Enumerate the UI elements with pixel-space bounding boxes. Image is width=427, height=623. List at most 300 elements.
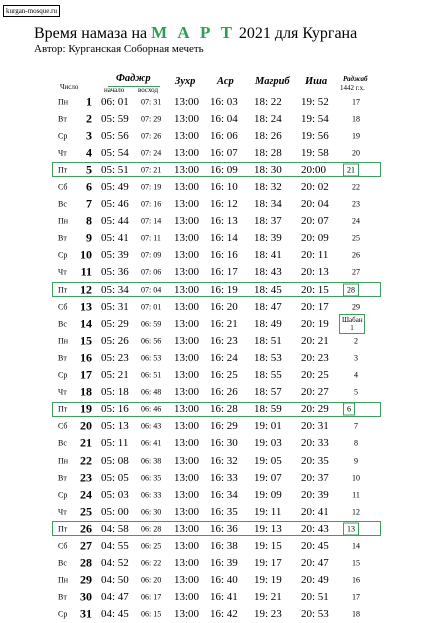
asr-cell: 16: 10 <box>210 181 238 194</box>
table-row <box>0 537 427 554</box>
day-cell: 12 <box>80 282 92 297</box>
day-cell: 6 <box>86 179 92 194</box>
asr-cell: 16: 25 <box>210 369 238 382</box>
isha-cell: 20: 47 <box>301 557 329 570</box>
table-row <box>0 298 427 315</box>
fajr-cell: 05: 34 <box>101 283 129 296</box>
maghrib-cell: 18: 55 <box>254 369 282 382</box>
fajr-cell: 05: 05 <box>101 471 129 484</box>
day-cell: 28 <box>80 555 92 570</box>
day-cell: 23 <box>80 470 92 485</box>
hijri-day-cell: 20 <box>352 148 360 158</box>
weekday-cell: Ср <box>58 250 68 260</box>
fajr-cell: 05: 21 <box>101 369 129 382</box>
day-cell: 1 <box>86 94 92 109</box>
weekday-cell: Ср <box>58 131 68 141</box>
maghrib-cell: 18: 53 <box>254 351 282 364</box>
hijri-day-cell: 16 <box>352 575 360 585</box>
header-sunrise: восход <box>138 86 159 94</box>
table-row <box>0 555 427 572</box>
maghrib-cell: 18: 45 <box>254 283 282 296</box>
maghrib-cell: 19: 15 <box>254 539 282 552</box>
asr-cell: 16: 28 <box>210 403 238 416</box>
weekday-cell: Сб <box>58 541 68 551</box>
day-cell: 11 <box>80 264 92 279</box>
sunrise-cell: 06: 51 <box>141 370 162 380</box>
weekday-cell: Пн <box>58 575 69 585</box>
table-row <box>0 281 427 298</box>
hijri-day-cell: 23 <box>352 199 360 209</box>
asr-cell: 16: 26 <box>210 386 238 399</box>
weekday-cell: Ср <box>58 490 68 500</box>
asr-cell: 16: 09 <box>210 163 238 176</box>
table-row <box>0 213 427 230</box>
title-month: М А Р Т <box>151 23 235 42</box>
isha-cell: 20: 33 <box>301 437 329 450</box>
sunrise-cell: 06: 38 <box>141 456 162 466</box>
weekday-cell: Вт <box>58 353 67 363</box>
zuhr-cell: 13:00 <box>174 539 200 552</box>
asr-cell: 16: 38 <box>210 539 238 552</box>
fajr-cell: 05: 29 <box>101 317 129 330</box>
zuhr-cell: 13:00 <box>174 454 200 467</box>
hijri-day-cell: 22 <box>352 182 360 192</box>
fajr-cell: 04: 58 <box>101 522 129 535</box>
asr-cell: 16: 19 <box>210 283 238 296</box>
weekday-cell: Ср <box>58 370 68 380</box>
table-row <box>0 144 427 161</box>
zuhr-cell: 13:00 <box>174 420 200 433</box>
fajr-cell: 05: 00 <box>101 505 129 518</box>
weekday-cell: Ср <box>58 609 68 619</box>
isha-cell: 20: 17 <box>301 300 329 313</box>
asr-cell: 16: 39 <box>210 557 238 570</box>
asr-cell: 16: 36 <box>210 522 238 535</box>
maghrib-cell: 18: 47 <box>254 300 282 313</box>
sunrise-cell: 06: 41 <box>141 438 162 448</box>
isha-cell: 19: 52 <box>301 95 329 108</box>
fajr-cell: 04: 45 <box>101 608 129 621</box>
zuhr-cell: 13:00 <box>174 386 200 399</box>
day-cell: 25 <box>80 504 92 519</box>
weekday-cell: Пт <box>58 524 68 534</box>
zuhr-cell: 13:00 <box>174 591 200 604</box>
isha-cell: 20: 25 <box>301 369 329 382</box>
maghrib-cell: 18: 26 <box>254 129 282 142</box>
table-row <box>0 110 427 127</box>
day-cell: 8 <box>86 213 92 228</box>
schedule-table <box>0 93 427 623</box>
asr-cell: 16: 20 <box>210 300 238 313</box>
fajr-cell: 05: 23 <box>101 351 129 364</box>
table-row <box>0 161 427 178</box>
asr-cell: 16: 40 <box>210 574 238 587</box>
isha-cell: 20: 37 <box>301 471 329 484</box>
maghrib-cell: 19: 13 <box>254 522 282 535</box>
day-cell: 21 <box>80 435 92 450</box>
table-row <box>0 589 427 606</box>
fajr-cell: 05: 26 <box>101 334 129 347</box>
weekday-cell: Вс <box>58 199 67 209</box>
table-row <box>0 435 427 452</box>
fajr-cell: 05: 46 <box>101 198 129 211</box>
fajr-cell: 05: 54 <box>101 146 129 159</box>
zuhr-cell: 13:00 <box>174 608 200 621</box>
sunrise-cell: 07: 09 <box>141 250 162 260</box>
fajr-cell: 05: 59 <box>101 112 129 125</box>
asr-cell: 16: 24 <box>210 351 238 364</box>
fajr-cell: 05: 31 <box>101 300 129 313</box>
isha-cell: 20: 31 <box>301 420 329 433</box>
sunrise-cell: 07: 26 <box>141 131 162 141</box>
sunrise-cell: 06: 28 <box>141 524 162 534</box>
zuhr-cell: 13:00 <box>174 266 200 279</box>
weekday-cell: Пт <box>58 404 68 414</box>
day-cell: 14 <box>80 316 92 331</box>
table-row <box>0 384 427 401</box>
sunrise-cell: 06: 48 <box>141 387 162 397</box>
day-cell: 3 <box>86 128 92 143</box>
isha-cell: 19: 54 <box>301 112 329 125</box>
zuhr-cell: 13:00 <box>174 232 200 245</box>
weekday-cell: Вс <box>58 319 67 329</box>
zuhr-cell: 13:00 <box>174 369 200 382</box>
zuhr-cell: 13:00 <box>174 215 200 228</box>
asr-cell: 16: 42 <box>210 608 238 621</box>
sunrise-cell: 07: 24 <box>141 148 162 158</box>
sunrise-cell: 06: 53 <box>141 353 162 363</box>
sunrise-cell: 07: 06 <box>141 267 162 277</box>
hijri-day-cell: 29 <box>352 302 360 312</box>
weekday-cell: Пн <box>58 336 69 346</box>
sunrise-cell: 06: 25 <box>141 541 162 551</box>
isha-cell: 20: 02 <box>301 181 329 194</box>
maghrib-cell: 18: 32 <box>254 181 282 194</box>
asr-cell: 16: 16 <box>210 249 238 262</box>
page-title <box>34 24 357 43</box>
sunrise-cell: 07: 31 <box>141 97 162 107</box>
fajr-cell: 05: 49 <box>101 181 129 194</box>
sunrise-cell: 07: 04 <box>141 285 162 295</box>
asr-cell: 16: 21 <box>210 317 238 330</box>
weekday-cell: Вт <box>58 592 67 602</box>
day-cell: 17 <box>80 367 92 382</box>
hijri-day-cell: 8 <box>354 438 358 448</box>
day-cell: 19 <box>80 401 92 416</box>
hijri-day-cell: 6 <box>343 403 355 416</box>
table-row <box>0 452 427 469</box>
maghrib-cell: 19: 05 <box>254 454 282 467</box>
isha-cell: 20: 27 <box>301 386 329 399</box>
sunrise-cell: 06: 22 <box>141 558 162 568</box>
day-cell: 15 <box>80 333 92 348</box>
asr-cell: 16: 35 <box>210 505 238 518</box>
asr-cell: 16: 17 <box>210 266 238 279</box>
fajr-cell: 05: 18 <box>101 386 129 399</box>
isha-cell: 20: 45 <box>301 539 329 552</box>
header-maghrib: Магриб <box>255 76 290 87</box>
site-url: kurgan-mosque.ru <box>3 5 60 17</box>
table-row <box>0 315 427 332</box>
day-cell: 24 <box>80 487 92 502</box>
fajr-cell: 05: 03 <box>101 488 129 501</box>
zuhr-cell: 13:00 <box>174 129 200 142</box>
day-cell: 10 <box>80 247 92 262</box>
weekday-cell: Сб <box>58 421 68 431</box>
day-cell: 5 <box>86 162 92 177</box>
header-zuhr: Зухр <box>175 76 196 87</box>
isha-cell: 20: 07 <box>301 215 329 228</box>
isha-cell: 20: 29 <box>301 403 329 416</box>
zuhr-cell: 13:00 <box>174 334 200 347</box>
weekday-cell: Вс <box>58 438 67 448</box>
weekday-cell: Пн <box>58 97 69 107</box>
hijri-day-cell: 4 <box>354 370 358 380</box>
maghrib-cell: 18: 28 <box>254 146 282 159</box>
hijri-day-cell: 5 <box>354 387 358 397</box>
isha-cell: 20:00 <box>301 163 327 176</box>
title-prefix: Время намаза на <box>34 25 152 42</box>
header-date: Число <box>60 83 79 91</box>
asr-cell: 16: 32 <box>210 454 238 467</box>
asr-cell: 16: 07 <box>210 146 238 159</box>
zuhr-cell: 13:00 <box>174 181 200 194</box>
hijri-day-cell: 18 <box>352 114 360 124</box>
maghrib-cell: 19: 11 <box>254 505 282 518</box>
zuhr-cell: 13:00 <box>174 112 200 125</box>
asr-cell: 16: 33 <box>210 471 238 484</box>
fajr-cell: 04: 55 <box>101 539 129 552</box>
fajr-cell: 04: 52 <box>101 557 129 570</box>
day-cell: 22 <box>80 453 92 468</box>
isha-cell: 20: 23 <box>301 351 329 364</box>
table-row <box>0 264 427 281</box>
weekday-cell: Вс <box>58 558 67 568</box>
day-cell: 2 <box>86 111 92 126</box>
sunrise-cell: 06: 46 <box>141 404 162 414</box>
zuhr-cell: 13:00 <box>174 146 200 159</box>
table-row <box>0 349 427 366</box>
day-cell: 30 <box>80 589 92 604</box>
zuhr-cell: 13:00 <box>174 95 200 108</box>
sunrise-cell: 06: 59 <box>141 319 162 329</box>
hijri-day-cell: 15 <box>352 558 360 568</box>
asr-cell: 16: 30 <box>210 437 238 450</box>
isha-cell: 20: 21 <box>301 334 329 347</box>
hijri-day-cell: 19 <box>352 131 360 141</box>
fajr-cell: 04: 50 <box>101 574 129 587</box>
day-cell: 29 <box>80 572 92 587</box>
isha-cell: 20: 09 <box>301 232 329 245</box>
table-row <box>0 127 427 144</box>
hijri-day-cell: Шабан 1 <box>339 314 365 334</box>
zuhr-cell: 13:00 <box>174 557 200 570</box>
hijri-day-cell: 14 <box>352 541 360 551</box>
header-isha: Иша <box>305 76 328 87</box>
zuhr-cell: 13:00 <box>174 198 200 211</box>
maghrib-cell: 19: 09 <box>254 488 282 501</box>
fajr-cell: 05: 13 <box>101 420 129 433</box>
table-row <box>0 332 427 349</box>
isha-cell: 20: 15 <box>301 283 329 296</box>
asr-cell: 16: 06 <box>210 129 238 142</box>
table-row <box>0 572 427 589</box>
zuhr-cell: 13:00 <box>174 522 200 535</box>
day-cell: 18 <box>80 384 92 399</box>
hijri-day-cell: 17 <box>352 97 360 107</box>
isha-cell: 20: 39 <box>301 488 329 501</box>
hijri-day-cell: 25 <box>352 233 360 243</box>
table-row <box>0 178 427 195</box>
day-cell: 16 <box>80 350 92 365</box>
maghrib-cell: 18: 39 <box>254 232 282 245</box>
zuhr-cell: 13:00 <box>174 488 200 501</box>
maghrib-cell: 19: 07 <box>254 471 282 484</box>
isha-cell: 19: 58 <box>301 146 329 159</box>
weekday-cell: Сб <box>58 302 68 312</box>
maghrib-cell: 18: 49 <box>254 317 282 330</box>
isha-cell: 20: 41 <box>301 505 329 518</box>
header-hijri-year: 1442 г.х. <box>340 84 365 92</box>
fajr-cell: 05: 08 <box>101 454 129 467</box>
zuhr-cell: 13:00 <box>174 283 200 296</box>
asr-cell: 16: 23 <box>210 334 238 347</box>
sunrise-cell: 06: 30 <box>141 507 162 517</box>
hijri-day-cell: 7 <box>354 421 358 431</box>
weekday-cell: Пт <box>58 165 68 175</box>
hijri-day-cell: 26 <box>352 250 360 260</box>
table-row <box>0 401 427 418</box>
isha-cell: 20: 49 <box>301 574 329 587</box>
maghrib-cell: 18: 51 <box>254 334 282 347</box>
sunrise-cell: 07: 14 <box>141 216 162 226</box>
fajr-cell: 05: 36 <box>101 266 129 279</box>
sunrise-cell: 06: 17 <box>141 592 162 602</box>
zuhr-cell: 13:00 <box>174 437 200 450</box>
header-fajr: Фаджр <box>116 73 151 84</box>
sunrise-cell: 07: 11 <box>141 233 161 243</box>
sunrise-cell: 06: 20 <box>141 575 162 585</box>
zuhr-cell: 13:00 <box>174 317 200 330</box>
asr-cell: 16: 34 <box>210 488 238 501</box>
maghrib-cell: 19: 17 <box>254 557 282 570</box>
sunrise-cell: 07: 19 <box>141 182 162 192</box>
hijri-day-cell: 9 <box>354 456 358 466</box>
weekday-cell: Чт <box>58 148 67 158</box>
table-row <box>0 486 427 503</box>
header-fajr-start: начало <box>104 86 125 94</box>
sunrise-cell: 07: 16 <box>141 199 162 209</box>
table-row <box>0 520 427 537</box>
fajr-cell: 04: 47 <box>101 591 129 604</box>
isha-cell: 20: 11 <box>301 249 329 262</box>
weekday-cell: Вт <box>58 114 67 124</box>
title-suffix: 2021 для Кургана <box>234 25 358 42</box>
zuhr-cell: 13:00 <box>174 351 200 364</box>
maghrib-cell: 19: 23 <box>254 608 282 621</box>
fajr-cell: 05: 56 <box>101 129 129 142</box>
fajr-cell: 05: 44 <box>101 215 129 228</box>
sunrise-cell: 07: 01 <box>141 302 162 312</box>
asr-cell: 16: 41 <box>210 591 238 604</box>
zuhr-cell: 13:00 <box>174 403 200 416</box>
table-row <box>0 230 427 247</box>
zuhr-cell: 13:00 <box>174 471 200 484</box>
weekday-cell: Чт <box>58 267 67 277</box>
isha-cell: 20: 53 <box>301 608 329 621</box>
maghrib-cell: 19: 01 <box>254 420 282 433</box>
hijri-day-cell: 28 <box>343 283 359 296</box>
hijri-day-cell: 3 <box>354 353 358 363</box>
table-row <box>0 418 427 435</box>
sunrise-cell: 06: 43 <box>141 421 162 431</box>
asr-cell: 16: 03 <box>210 95 238 108</box>
isha-cell: 20: 13 <box>301 266 329 279</box>
sunrise-cell: 06: 56 <box>141 336 162 346</box>
asr-cell: 16: 13 <box>210 215 238 228</box>
isha-cell: 19: 56 <box>301 129 329 142</box>
weekday-cell: Вт <box>58 233 67 243</box>
hijri-day-cell: 2 <box>354 336 358 346</box>
weekday-cell: Пн <box>58 216 69 226</box>
isha-cell: 20: 43 <box>301 522 329 535</box>
day-cell: 9 <box>86 230 92 245</box>
day-cell: 31 <box>80 606 92 621</box>
maghrib-cell: 19: 03 <box>254 437 282 450</box>
fajr-cell: 05: 16 <box>101 403 129 416</box>
isha-cell: 20: 04 <box>301 198 329 211</box>
table-row <box>0 503 427 520</box>
maghrib-cell: 18: 43 <box>254 266 282 279</box>
header-hijri-month: Раджаб <box>343 75 368 83</box>
maghrib-cell: 18: 37 <box>254 215 282 228</box>
asr-cell: 16: 14 <box>210 232 238 245</box>
weekday-cell: Вт <box>58 473 67 483</box>
hijri-day-cell: 17 <box>352 592 360 602</box>
table-row <box>0 247 427 264</box>
zuhr-cell: 13:00 <box>174 300 200 313</box>
day-cell: 20 <box>80 418 92 433</box>
maghrib-cell: 18: 59 <box>254 403 282 416</box>
hijri-day-cell: 21 <box>343 163 359 176</box>
weekday-cell: Чт <box>58 387 67 397</box>
sunrise-cell: 07: 21 <box>141 165 162 175</box>
maghrib-cell: 18: 57 <box>254 386 282 399</box>
maghrib-cell: 19: 19 <box>254 574 282 587</box>
maghrib-cell: 19: 21 <box>254 591 282 604</box>
day-cell: 4 <box>86 145 92 160</box>
sunrise-cell: 06: 35 <box>141 473 162 483</box>
weekday-cell: Пт <box>58 285 68 295</box>
asr-cell: 16: 04 <box>210 112 238 125</box>
zuhr-cell: 13:00 <box>174 163 200 176</box>
weekday-cell: Пн <box>58 456 69 466</box>
table-row <box>0 367 427 384</box>
sunrise-cell: 06: 15 <box>141 609 162 619</box>
zuhr-cell: 13:00 <box>174 505 200 518</box>
maghrib-cell: 18: 30 <box>254 163 282 176</box>
day-cell: 27 <box>80 538 92 553</box>
hijri-day-cell: 24 <box>352 216 360 226</box>
weekday-cell: Сб <box>58 182 68 192</box>
sunrise-cell: 07: 29 <box>141 114 162 124</box>
table-row <box>0 196 427 213</box>
day-cell: 26 <box>80 521 92 536</box>
maghrib-cell: 18: 24 <box>254 112 282 125</box>
table-row <box>0 93 427 110</box>
day-cell: 7 <box>86 196 92 211</box>
table-row <box>0 469 427 486</box>
